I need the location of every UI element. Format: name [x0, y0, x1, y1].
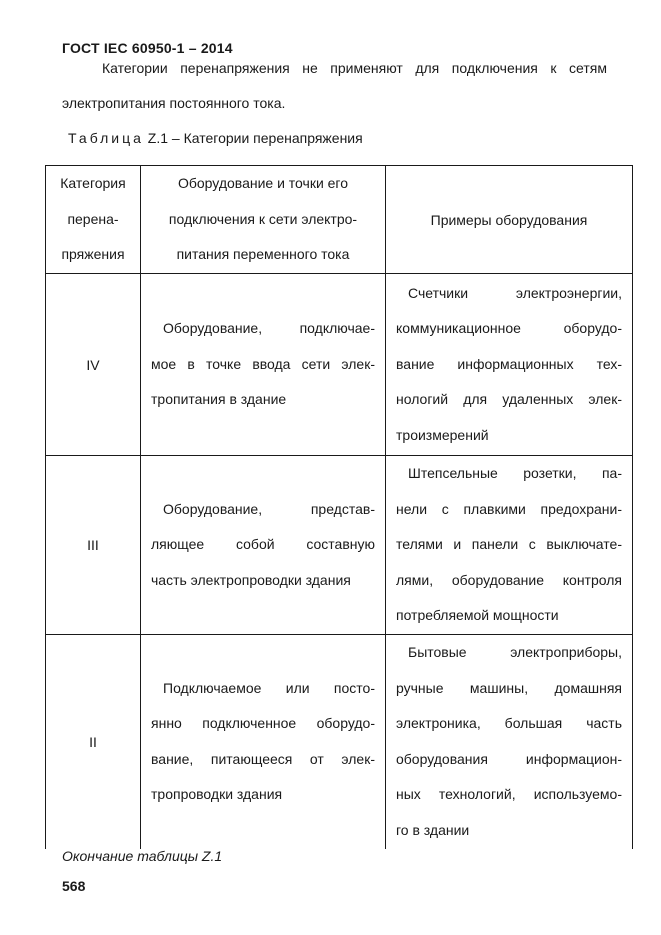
- table-row: [46, 274, 633, 456]
- row-examples: [386, 456, 633, 635]
- row-category: II: [46, 634, 141, 848]
- row-equipment: [141, 274, 386, 456]
- table-row: [46, 456, 633, 635]
- row-examples-line: Счетчики электроэнергии,: [408, 284, 622, 301]
- row-equipment: [141, 456, 386, 635]
- intro-line-2: электропитания постоянного тока.: [62, 95, 286, 111]
- row-examples-line: лями, оборудование контроля: [396, 571, 622, 588]
- row-examples-line: нели с плавкими предохрани-: [396, 500, 622, 517]
- row-equipment-line: вание, питающееся от элек-: [151, 750, 375, 767]
- header-category-line: перена-: [67, 210, 119, 227]
- row-equipment-line: тропитания в здание: [151, 391, 287, 408]
- header-category-line: пряжения: [61, 246, 125, 263]
- row-equipment-line: тропроводки здания: [151, 786, 283, 803]
- row-examples: [386, 274, 633, 456]
- document-header: ГОСТ IEC 60950-1 – 2014: [62, 40, 233, 56]
- row-examples-line: ных технологий, используемо-: [396, 786, 622, 803]
- table-row: [46, 634, 633, 848]
- row-examples-line: телями и панели с выключате-: [396, 536, 622, 553]
- row-examples-line: Штепсельные розетки, па-: [408, 465, 622, 481]
- header-category: [46, 166, 141, 274]
- row-examples-line: Бытовые электроприборы,: [408, 643, 622, 660]
- header-category-line: Категория: [60, 175, 126, 192]
- header-equipment-line: Оборудование и точки его: [177, 175, 349, 192]
- overvoltage-categories-table: [45, 165, 633, 849]
- row-equipment-line: ляющее собой составную: [151, 536, 375, 553]
- table-caption: [68, 130, 363, 146]
- header-examples: Примеры оборудования: [386, 166, 633, 274]
- row-examples-line: коммуникационное оборудо-: [396, 320, 622, 337]
- row-equipment-line: Оборудование, представ-: [163, 500, 375, 517]
- table-caption-text: Z.1 – Категории перенапряжения: [143, 130, 363, 146]
- row-equipment: [141, 634, 386, 848]
- table-caption-prefix: Таблица: [68, 130, 144, 146]
- row-examples-line: электроника, большая часть: [396, 715, 622, 732]
- row-equipment-line: янно подключенное оборудо-: [151, 715, 375, 732]
- table-header-row: [46, 166, 633, 274]
- row-examples-line: го в здании: [396, 821, 470, 838]
- row-examples-line: ручные машины, домашняя: [396, 679, 622, 696]
- row-equipment-line: Оборудование, подключае-: [163, 320, 375, 337]
- row-examples-line: нологий для удаленных элек-: [396, 391, 622, 408]
- row-examples-line: потребляемой мощности: [396, 607, 559, 624]
- row-examples-line: вание информационных тех-: [396, 355, 622, 372]
- row-examples-line: оборудования информацион-: [396, 750, 622, 767]
- table-continuation-note: Окончание таблицы Z.1: [62, 848, 223, 864]
- header-equipment: [141, 166, 386, 274]
- row-examples: [386, 634, 633, 848]
- row-category: III: [46, 456, 141, 635]
- row-category: IV: [46, 274, 141, 456]
- row-equipment-line: мое в точке ввода сети элек-: [151, 355, 375, 372]
- header-equipment-line: подключения к сети электро-: [168, 210, 358, 227]
- row-examples-line: троизмерений: [396, 426, 489, 443]
- page-number: 568: [62, 878, 86, 894]
- row-equipment-line: Подключаемое или посто-: [163, 679, 375, 696]
- intro-line-1: Категории перенапряжения не применяют для подключения к сетям: [102, 60, 607, 76]
- header-equipment-line: питания переменного тока: [176, 246, 350, 263]
- row-equipment-line: часть электропроводки здания: [151, 571, 351, 588]
